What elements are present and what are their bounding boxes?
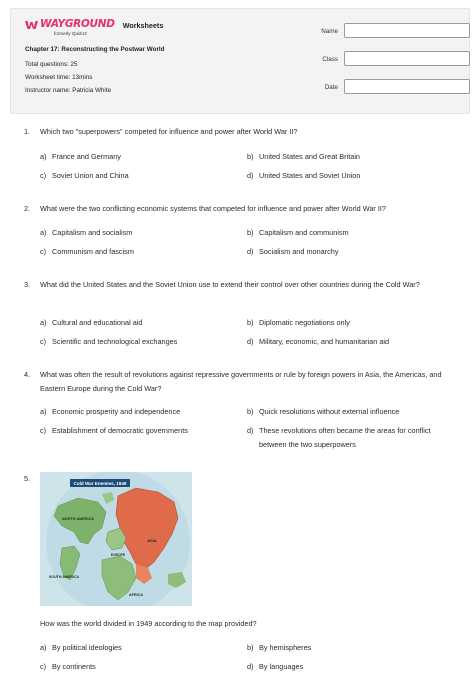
question-stem: Which two "superpowers" competed for influence and power after World War II? (40, 127, 298, 136)
map-label-asia: ASIA (147, 538, 157, 543)
date-field[interactable] (344, 79, 470, 94)
map-label-north-america: NORTH AMERICA (61, 517, 95, 521)
question-number: 2. (24, 204, 31, 213)
option-letter: a) (40, 152, 47, 161)
option-letter: a) (40, 643, 47, 652)
name-label: Name (321, 28, 338, 35)
option-text: Economic prosperity and independence (52, 407, 181, 416)
map-title: Cold War Enemies, 1949 (73, 481, 127, 486)
logo-mark-icon (25, 20, 39, 30)
map-label-europe: EUROPE (110, 553, 126, 557)
option-letter: a) (40, 228, 47, 237)
option-text: Cultural and educational aid (52, 318, 143, 327)
option-text: France and Germany (52, 152, 121, 161)
option-letter: b) (247, 152, 254, 161)
option-letter: d) (247, 337, 254, 346)
option-letter: d) (247, 247, 254, 256)
worksheet-time: Worksheet time: 13mins (25, 74, 93, 81)
question-number: 4. (24, 370, 31, 379)
option-text: Communism and fascism (52, 247, 134, 256)
logo-text: WAYGROUND (40, 18, 115, 30)
header-title: Worksheets (122, 21, 164, 30)
option-letter: c) (40, 426, 47, 435)
option-text: By languages (259, 662, 304, 671)
total-questions: Total questions: 25 (25, 61, 78, 68)
option-text: By political ideologies (52, 643, 122, 652)
question-number: 5. (24, 474, 31, 483)
option-letter: a) (40, 318, 47, 327)
worksheet-header (10, 8, 470, 114)
option-letter: d) (247, 171, 254, 180)
option-text: Scientific and technological exchanges (52, 337, 178, 346)
question-stem: What were the two conflicting economic systems that competed for influence and power after World War II? (40, 204, 386, 213)
option-text: Socialism and monarchy (259, 247, 339, 256)
wayground-logo (25, 19, 115, 36)
instructor-name: Instructor name: Patricia White (25, 87, 112, 94)
option-text: Capitalism and communism (259, 228, 349, 237)
option-letter: a) (40, 407, 47, 416)
option-letter: c) (40, 662, 47, 671)
option-text: Establishment of democratic governments (52, 426, 188, 435)
option-text: Quick resolutions without external influence (259, 407, 400, 416)
option-letter: c) (40, 171, 47, 180)
brand (25, 19, 163, 36)
option-text: Capitalism and socialism (52, 228, 133, 237)
class-label: Class (322, 56, 338, 63)
option-letter: d) (247, 662, 254, 671)
map-label-africa: AFRICA (128, 593, 144, 597)
option-text: By continents (52, 662, 96, 671)
option-text: Diplomatic negotiations only (259, 318, 350, 327)
option-text: Military, economic, and humanitarian aid (259, 337, 390, 346)
name-field[interactable] (344, 23, 470, 38)
question-stem: What was often the result of revolutions against repressive governments or rule by foreign powers in Asia, the Americas, and Eastern Europe during the Cold War? (40, 370, 442, 393)
option-letter: b) (247, 643, 254, 652)
option-letter: b) (247, 228, 254, 237)
question-number: 3. (24, 280, 31, 289)
option-letter: d) (247, 426, 254, 435)
question-number: 1. (24, 127, 31, 136)
option-text: These revolutions often became the areas for conflict between the two superpowers (259, 426, 431, 449)
world-map-graphic (40, 472, 192, 606)
date-label: Date (324, 84, 338, 91)
option-text: Soviet Union and China (52, 171, 129, 180)
option-letter: b) (247, 407, 254, 416)
logo-subtitle: formerly Quizizz (54, 31, 87, 36)
map-label-south-america: SOUTH AMERICA (48, 575, 80, 579)
cold-war-map-image (40, 472, 192, 606)
worksheet-meta (25, 45, 190, 95)
chapter-title: Chapter 17: Reconstructing the Postwar World (25, 46, 165, 53)
option-letter: b) (247, 318, 254, 327)
option-letter: c) (40, 337, 47, 346)
option-letter: c) (40, 247, 47, 256)
question-stem: What did the United States and the Soviet Union use to extend their control over other countries during the Cold War? (40, 280, 420, 289)
option-text: United States and Soviet Union (259, 171, 361, 180)
option-text: By hemispheres (259, 643, 312, 652)
question-stem: How was the world divided in 1949 according to the map provided? (40, 619, 257, 628)
option-text: United States and Great Britain (259, 152, 360, 161)
class-field[interactable] (344, 51, 470, 66)
